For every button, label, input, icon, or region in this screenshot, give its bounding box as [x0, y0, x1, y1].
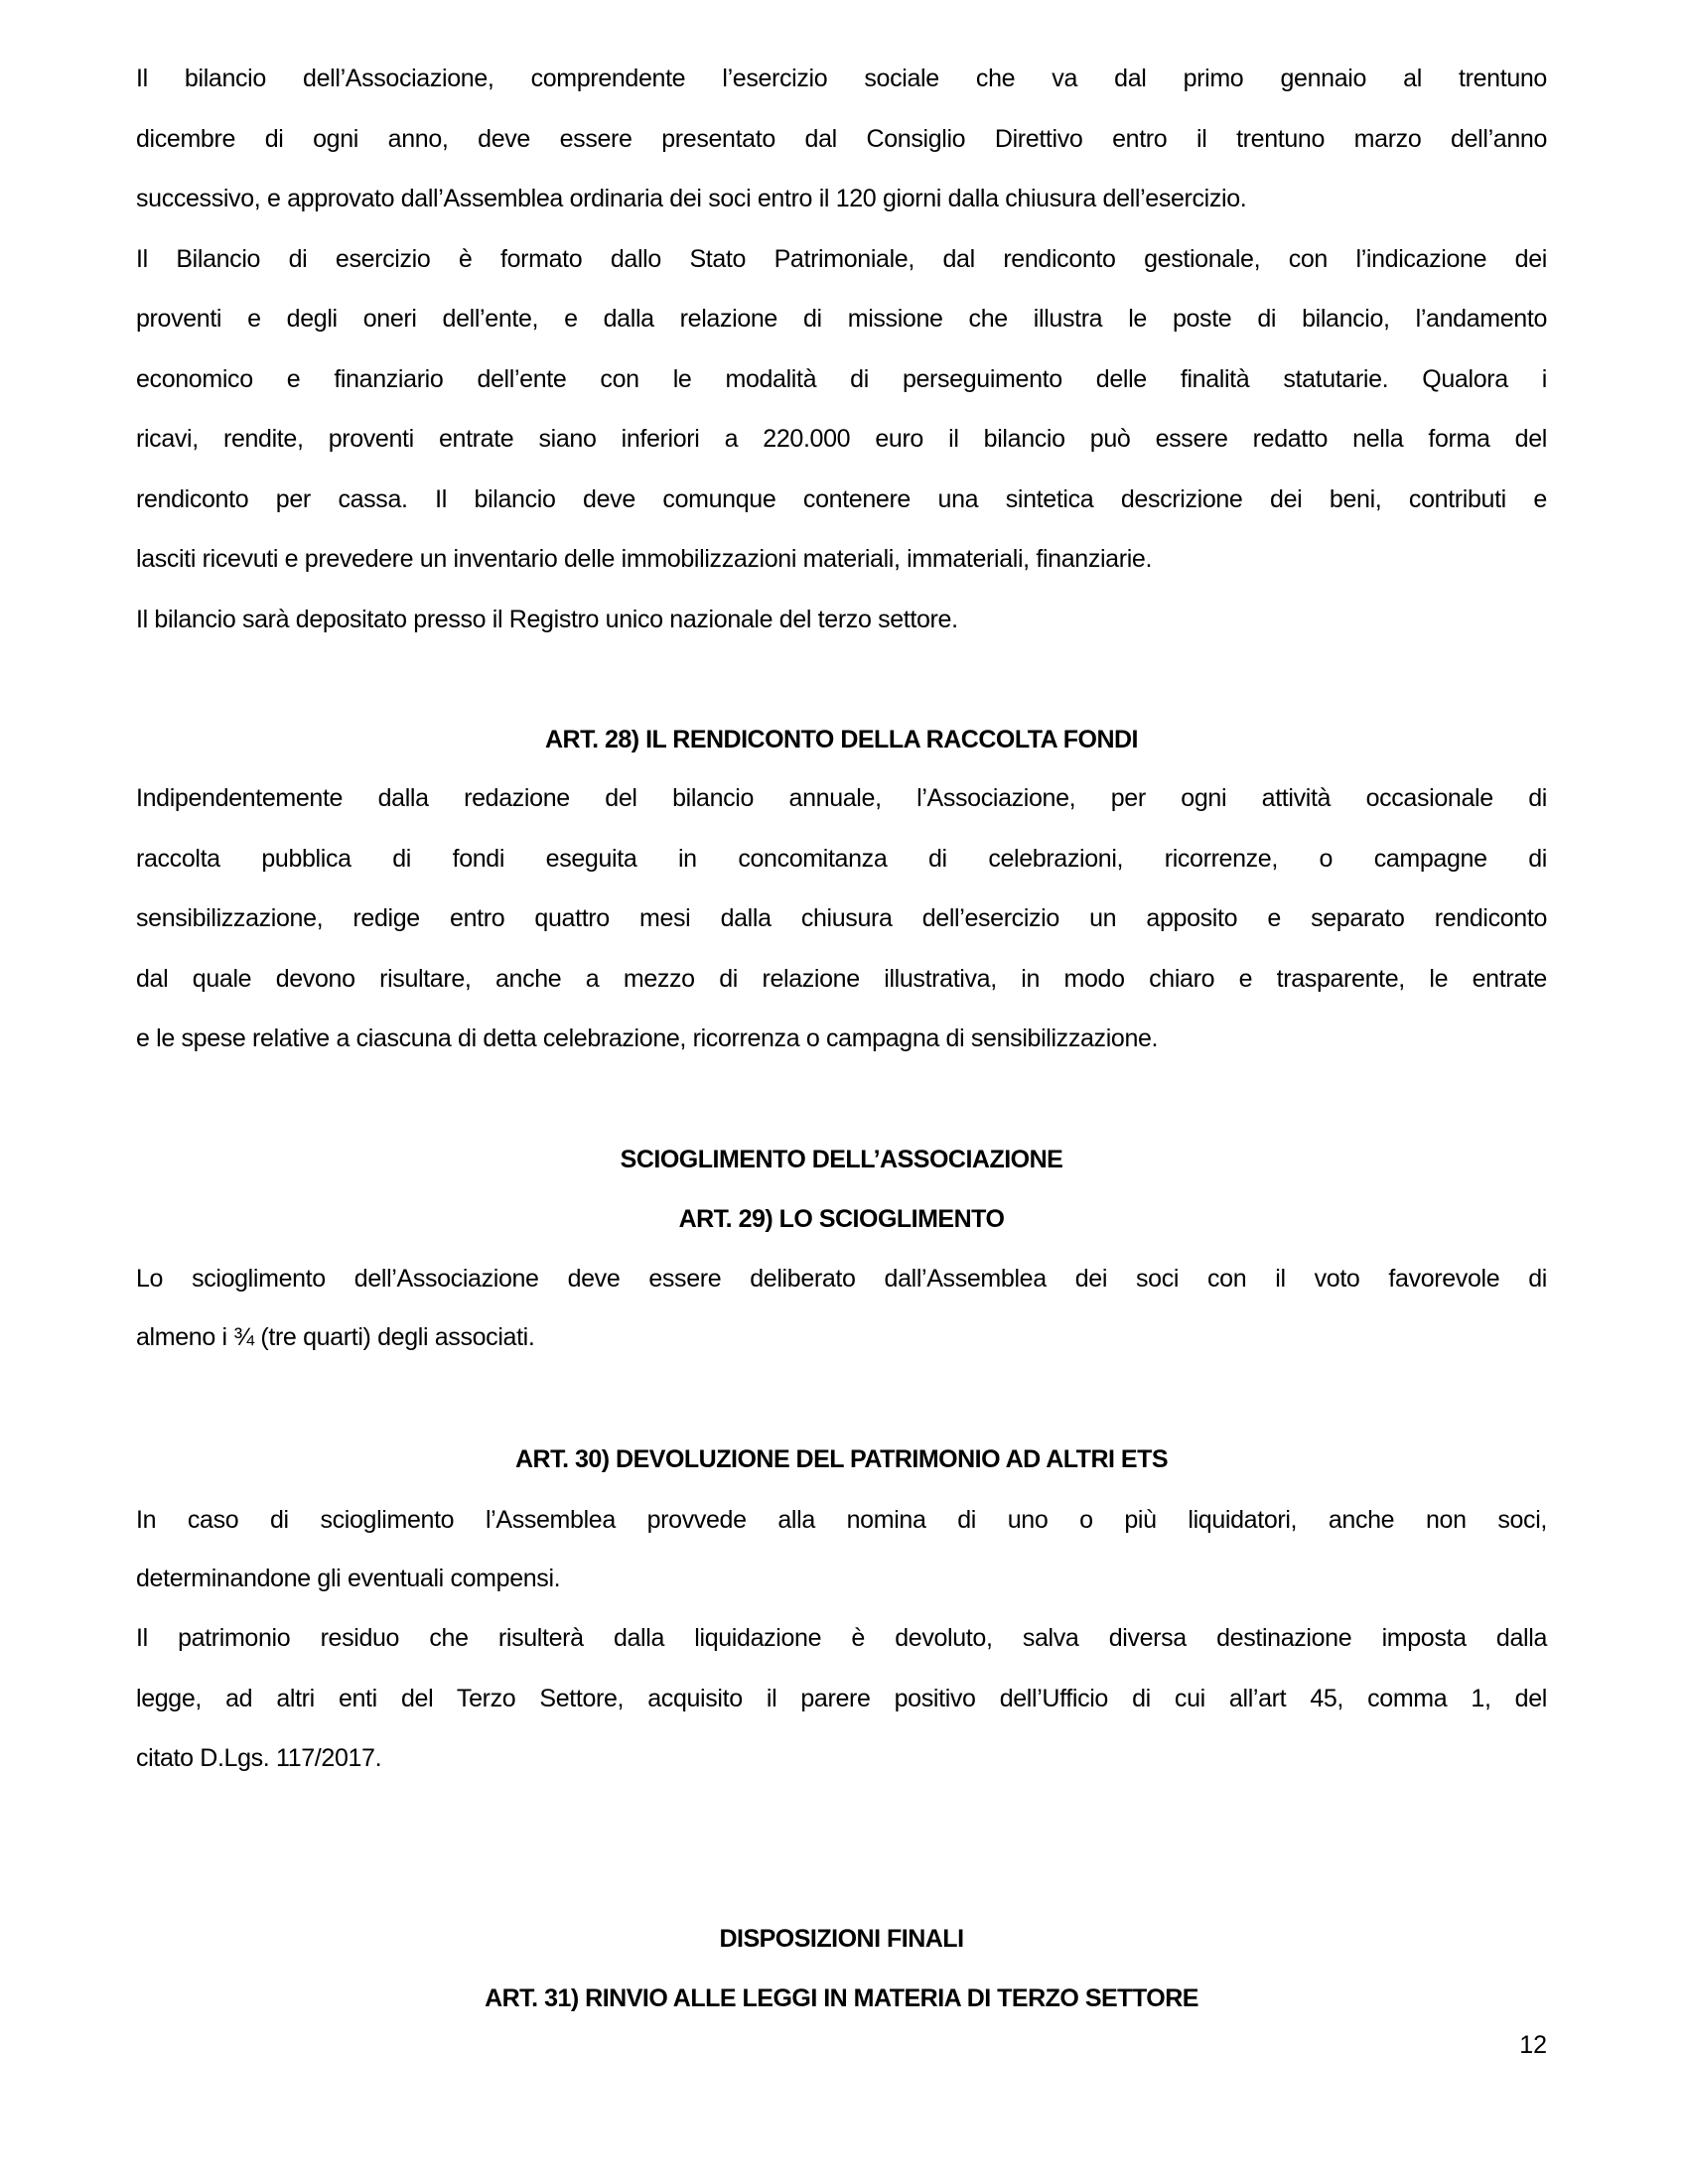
- paragraph-line: determinandone gli eventuali compensi.: [136, 1565, 561, 1592]
- paragraph-line: economico e finanziario dell’ente con le modalità di perseguimento delle finalità statutarie. Qualora i: [136, 365, 1547, 393]
- paragraph-line: dal quale devono risultare, anche a mezzo di relazione illustrativa, in modo chiaro e trasparente, le entrate: [136, 965, 1547, 993]
- paragraph-line: dicembre di ogni anno, deve essere presentato dal Consiglio Direttivo entro il trentuno marzo dell’anno: [136, 125, 1547, 153]
- paragraph-line: rendiconto per cassa. Il bilancio deve comunque contenere una sintetica descrizione dei beni, contributi e: [136, 485, 1547, 513]
- art-30-heading: ART. 30) DEVOLUZIONE DEL PATRIMONIO AD ALTRI ETS: [514, 1445, 1169, 1473]
- paragraph-line: Il Bilancio di esercizio è formato dallo Stato Patrimoniale, dal rendiconto gestionale, con l’indicazione dei: [136, 245, 1547, 273]
- paragraph-line: sensibilizzazione, redige entro quattro mesi dalla chiusura dell’esercizio un apposito e separato rendiconto: [136, 904, 1547, 932]
- paragraph-line: successivo, e approvato dall’Assemblea ordinaria dei soci entro il 120 giorni dalla chiusura dell’esercizio.: [136, 185, 1247, 212]
- disposizioni-finali-title: DISPOSIZIONI FINALI: [719, 1925, 964, 1953]
- art-29-heading: ART. 29) LO SCIOGLIMENTO: [678, 1205, 1005, 1233]
- paragraph-line: citato D.Lgs. 117/2017.: [136, 1744, 382, 1772]
- paragraph-line: Il bilancio dell’Associazione, comprendente l’esercizio sociale che va dal primo gennaio al trentuno: [136, 65, 1547, 92]
- art-31-heading: ART. 31) RINVIO ALLE LEGGI IN MATERIA DI TERZO SETTORE: [485, 1984, 1198, 2012]
- art-28-heading: ART. 28) IL RENDICONTO DELLA RACCOLTA FONDI: [544, 726, 1139, 753]
- paragraph-line: legge, ad altri enti del Terzo Settore, acquisito il parere positivo dell’Ufficio di cui all’art 45, comma 1, del: [136, 1685, 1547, 1712]
- scioglimento-section-title: SCIOGLIMENTO DELL’ASSOCIAZIONE: [620, 1146, 1063, 1173]
- paragraph-line: lasciti ricevuti e prevedere un inventario delle immobilizzazioni materiali, immateriali, finanziarie.: [136, 545, 1153, 573]
- paragraph-line: Il bilancio sarà depositato presso il Registro unico nazionale del terzo settore.: [136, 606, 958, 633]
- page-number: 12: [1519, 2031, 1547, 2059]
- paragraph-line: Il patrimonio residuo che risulterà dalla liquidazione è devoluto, salva diversa destinazione imposta dalla: [136, 1624, 1547, 1652]
- paragraph-line: proventi e degli oneri dell’ente, e dalla relazione di missione che illustra le poste di bilancio, l’andamento: [136, 305, 1547, 333]
- paragraph-line: Lo scioglimento dell’Associazione deve essere deliberato dall’Assemblea dei soci con il voto favorevole di: [136, 1265, 1547, 1293]
- paragraph-line: Indipendentemente dalla redazione del bilancio annuale, l’Associazione, per ogni attività occasionale di: [136, 784, 1547, 812]
- paragraph-line: ricavi, rendite, proventi entrate siano inferiori a 220.000 euro il bilancio può essere redatto nella forma del: [136, 425, 1547, 453]
- paragraph-line: almeno i ¾ (tre quarti) degli associati.: [136, 1323, 535, 1351]
- paragraph-line: e le spese relative a ciascuna di detta celebrazione, ricorrenza o campagna di sensibilizzazione.: [136, 1024, 1159, 1052]
- paragraph-line: In caso di scioglimento l’Assemblea provvede alla nomina di uno o più liquidatori, anche non soci,: [136, 1506, 1547, 1534]
- paragraph-line: raccolta pubblica di fondi eseguita in concomitanza di celebrazioni, ricorrenze, o campagne di: [136, 845, 1547, 873]
